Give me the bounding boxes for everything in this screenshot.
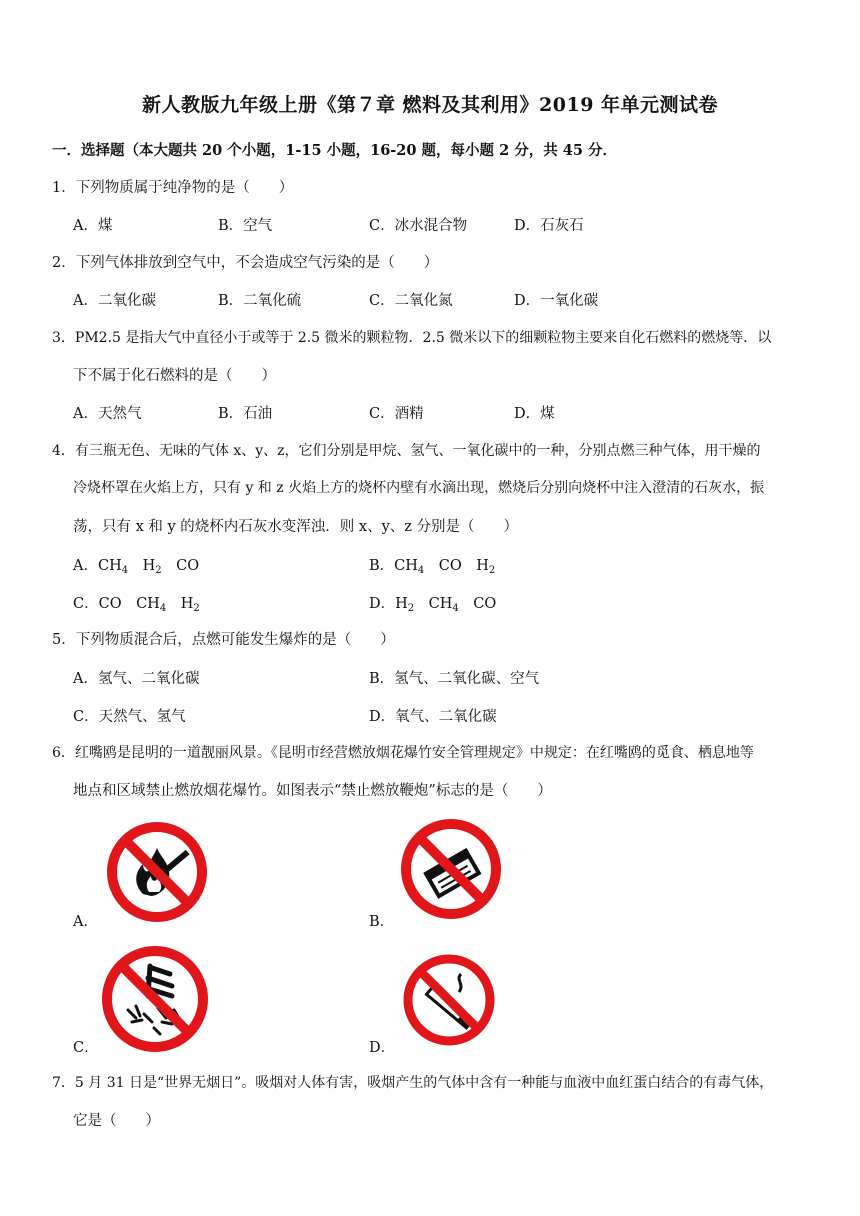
question-4-option-a: A．$CH_4$ $H_2$ CO — [73, 558, 200, 576]
question-1-option-d: D．石灰石 — [514, 218, 584, 234]
question-3-stem-line-1: 3．PM2.5 是指大气中直径小于或等于 2.5 微米的颗粒物．2.5 微米以下的细颗粒物主要来自化石燃料的燃烧等．以 — [52, 330, 772, 346]
question-3-stem-line-2: 下不属于化石燃料的是（ ） — [73, 368, 276, 384]
question-3-option-a: A．天然气 — [73, 406, 142, 422]
question-4-stem-line-1: 4．有三瓶无色、无味的气体 x、y、z，它们分别是甲烷、氢气、一氧化碳中的一种，分别点燃三种气体，用干燥的 — [52, 443, 761, 459]
question-5-option-d: D．氧气、二氧化碳 — [369, 709, 497, 725]
no-open-flame-icon — [105, 820, 209, 924]
no-fireworks-icon — [100, 944, 210, 1054]
question-3-option-b: B．石油 — [218, 406, 273, 422]
no-matches-icon — [399, 817, 503, 921]
question-7-stem-line-1: 7．5 月 31 日是“世界无烟日”。吸烟对人体有害，吸烟产生的气体中含有一种能与血液中血红蛋白结合的有毒气体， — [52, 1075, 774, 1091]
question-1-option-b: B．空气 — [218, 218, 273, 234]
question-4-option-c: C．CO $CH_4$ $H_2$ — [73, 596, 200, 614]
question-6-stem-line-1: 6．红嘴鸥是昆明的一道靓丽风景。《昆明市经营燃放烟花爆竹安全管理规定》中规定：在红嘴鸥的觅食、栖息地等 — [52, 745, 754, 761]
no-smoking-icon — [401, 952, 497, 1048]
question-6-option-c: C． — [73, 1040, 99, 1056]
question-2-option-b: B．二氧化硫 — [218, 293, 302, 309]
question-5-option-b: B．氢气、二氧化碳、空气 — [369, 671, 540, 687]
question-4-option-b: B．$CH_4$ CO $H_2$ — [369, 558, 496, 576]
question-7-stem-line-2: 它是（ ） — [73, 1113, 160, 1129]
question-6-option-d: D． — [369, 1040, 396, 1056]
question-2-option-a: A．二氧化碳 — [73, 293, 156, 309]
question-1-option-a: A．煤 — [73, 218, 113, 234]
page-title: 新人教版九年级上册《第７章 燃料及其利用》2019 年单元测试卷 — [141, 94, 719, 116]
question-6-option-a: A． — [73, 914, 98, 930]
question-2-stem: 2．下列气体排放到空气中，不会造成空气污染的是（ ） — [52, 255, 439, 271]
question-1-option-c: C．冰水混合物 — [369, 218, 468, 234]
question-2-option-d: D．一氧化碳 — [514, 293, 599, 309]
question-1-stem: 1．下列物质属于纯净物的是（ ） — [52, 180, 294, 196]
question-3-option-d: D．煤 — [514, 406, 555, 422]
question-6-stem-line-2: 地点和区域禁止燃放烟花爆竹。如图表示“禁止燃放鞭炮”标志的是（ ） — [73, 783, 552, 799]
section-heading: 一．选择题（本大题共 20 个小题，1-15 小题，16-20 题，每小题 2 分，共 45 分． — [52, 142, 617, 159]
question-5-option-c: C．天然气、氢气 — [73, 709, 186, 725]
question-6-option-b: B． — [369, 914, 395, 930]
question-2-option-c: C．二氧化氮 — [369, 293, 453, 309]
question-5-option-a: A．氢气、二氧化碳 — [73, 671, 200, 687]
question-4-stem-line-2: 冷烧杯罩在火焰上方，只有 y 和 z 火焰上方的烧杯内壁有水滴出现，燃烧后分别向烧杯中注入澄清的石灰水，振 — [73, 480, 765, 496]
question-4-option-d: D．$H_2$ $CH_4$ CO — [369, 596, 497, 614]
question-3-option-c: C．酒精 — [369, 406, 424, 422]
question-4-stem-line-3: 荡，只有 x 和 y 的烧杯内石灰水变浑浊．则 x、y、z 分别是（ ） — [73, 519, 519, 535]
question-5-stem: 5．下列物质混合后，点燃可能发生爆炸的是（ ） — [52, 632, 395, 648]
